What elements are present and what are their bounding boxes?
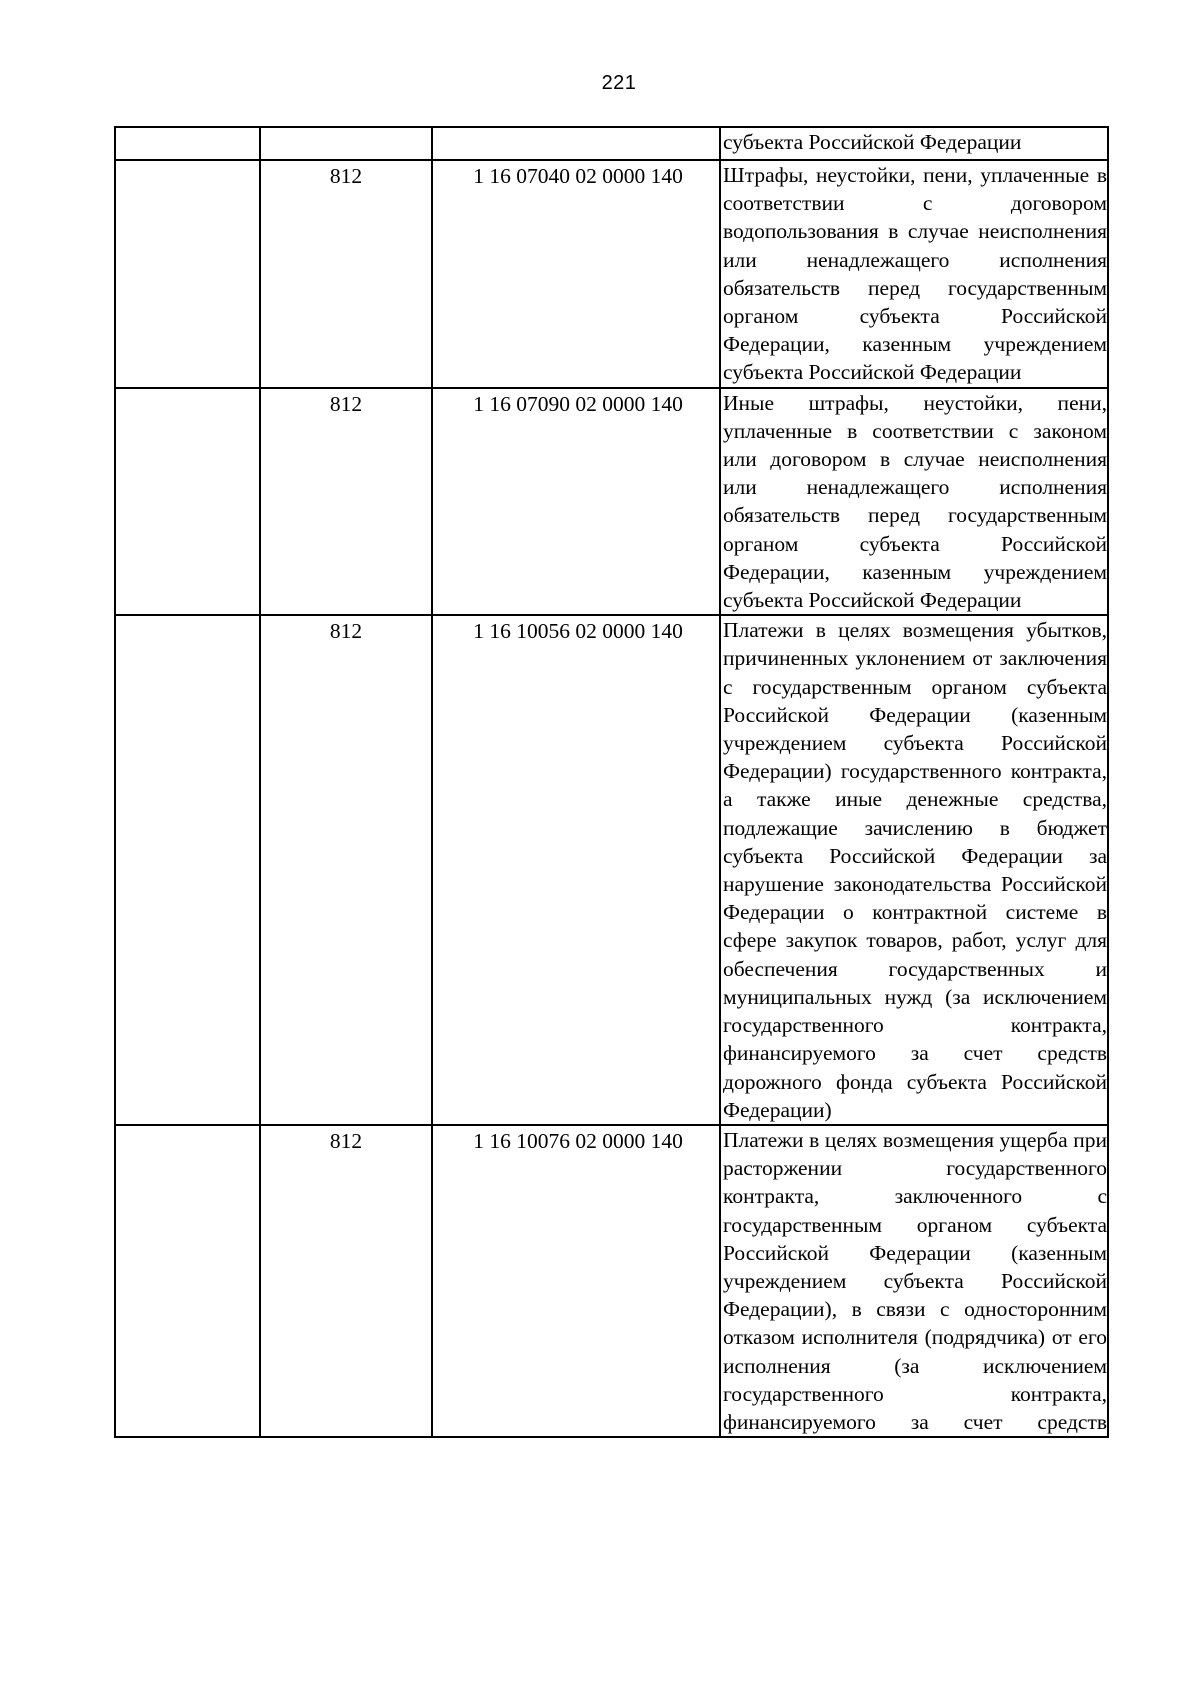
- table-row: [115, 388, 1108, 616]
- table-row: [115, 1125, 1108, 1437]
- description-cell: Иные штрафы, неустойки, пени, уплаченные в соответствии с законом или договором в случае неисполнения или ненадлежащего исполнения обязательств перед государственным органом субъекта Российской Федерации, казенным учреждением субъекта Российской Федерации: [720, 388, 1108, 616]
- admin-code-cell: 812: [260, 388, 432, 616]
- budget-code-cell: 1 16 07090 02 0000 140: [432, 388, 720, 616]
- table-row: [115, 160, 1108, 388]
- budget-code-cell: 1 16 10076 02 0000 140: [432, 1125, 720, 1437]
- description-cell: Платежи в целях возмещения убытков, причиненных уклонением от заключения с государственным органом субъекта Российской Федерации (казенным учреждением субъекта Российской Федерации) государственного контракта, а также иные денежные средства, подлежащие зачислению в бюджет субъекта Российской Федерации за нарушение законодательства Российской Федерации о контрактной системе в сфере закупок товаров, работ, услуг для обеспечения государственных и муниципальных нужд (за исключением государственного контракта, финансируемого за счет средств дорожного фонда субъекта Российской Федерации): [720, 615, 1108, 1125]
- table-cell-empty: [115, 1125, 260, 1437]
- table-row-continuation: [115, 127, 1108, 160]
- table-cell-empty: [115, 127, 260, 160]
- admin-code-cell: 812: [260, 160, 432, 388]
- admin-code-cell: 812: [260, 1125, 432, 1437]
- description-cell: Платежи в целях возмещения ущерба при расторжении государственного контракта, заключенного с государственным органом субъекта Российской Федерации (казенным учреждением субъекта Российской Федерации), в связи с односторонним отказом исполнителя (подрядчика) от его исполнения (за исключением государственного контракта, финансируемого за счет средств: [720, 1125, 1108, 1437]
- table-cell-empty: [115, 615, 260, 1125]
- table-row: [115, 615, 1108, 1125]
- table-cell-empty: [432, 127, 720, 160]
- admin-code-cell: 812: [260, 615, 432, 1125]
- page-number: 221: [601, 72, 637, 94]
- budget-code-cell: 1 16 07040 02 0000 140: [432, 160, 720, 388]
- description-cell: субъекта Российской Федерации: [720, 127, 1108, 160]
- table-cell-empty: [115, 160, 260, 388]
- revenue-codes-table: [114, 126, 1109, 1438]
- budget-code-cell: 1 16 10056 02 0000 140: [432, 615, 720, 1125]
- table-cell-empty: [260, 127, 432, 160]
- description-cell: Штрафы, неустойки, пени, уплаченные в соответствии с договором водопользования в случае неисполнения или ненадлежащего исполнения обязательств перед государственным органом субъекта Российской Федерации, казенным учреждением субъекта Российской Федерации: [720, 160, 1108, 388]
- table-cell-empty: [115, 388, 260, 616]
